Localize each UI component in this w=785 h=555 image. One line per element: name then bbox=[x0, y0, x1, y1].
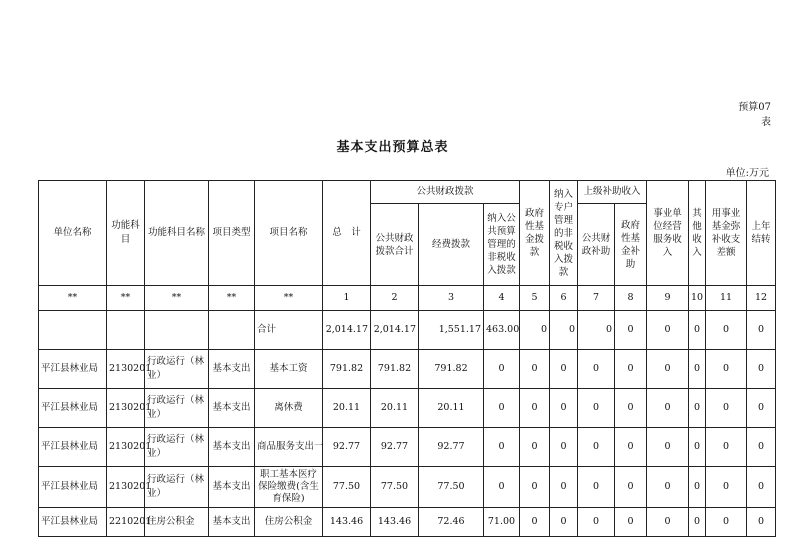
index-cell: 6 bbox=[550, 286, 578, 311]
total-value: 0 bbox=[706, 311, 747, 350]
index-cell: 5 bbox=[520, 286, 550, 311]
col-project-name: 项目名称 bbox=[255, 181, 323, 286]
col-unit-name: 单位名称 bbox=[39, 181, 107, 286]
row-type: 基本支出 bbox=[209, 350, 255, 389]
form-reference bbox=[738, 100, 771, 130]
row-value: 0 bbox=[484, 428, 520, 467]
row-value: 0 bbox=[647, 428, 689, 467]
index-cell: 3 bbox=[419, 286, 484, 311]
row-code: 2210201 bbox=[107, 508, 145, 537]
row-value: 0 bbox=[520, 508, 550, 537]
total-row bbox=[39, 311, 776, 350]
index-cell: 8 bbox=[615, 286, 647, 311]
row-value: 0 bbox=[520, 467, 550, 508]
row-value: 0 bbox=[615, 467, 647, 508]
row-value: 0 bbox=[578, 467, 615, 508]
table-row bbox=[39, 428, 776, 467]
col-other-income: 其他收入 bbox=[689, 181, 706, 286]
row-name: 职工基本医疗保险缴费(含生育保险) bbox=[255, 467, 323, 508]
row-value: 0 bbox=[550, 428, 578, 467]
row-value: 791.82 bbox=[371, 350, 419, 389]
row-value: 71.00 bbox=[484, 508, 520, 537]
col-func-name: 功能科目名称 bbox=[145, 181, 209, 286]
table-row bbox=[39, 467, 776, 508]
row-code: 2130201 bbox=[107, 467, 145, 508]
col-fund-makeup: 用事业基金弥补收支差额 bbox=[706, 181, 747, 286]
index-cell: 1 bbox=[323, 286, 371, 311]
total-value: 2,014.17 bbox=[371, 311, 419, 350]
col-project-type: 项目类型 bbox=[209, 181, 255, 286]
row-value: 0 bbox=[578, 389, 615, 428]
row-value: 0 bbox=[706, 428, 747, 467]
index-cell: ** bbox=[255, 286, 323, 311]
row-unit: 平江县林业局 bbox=[39, 508, 107, 537]
row-value: 0 bbox=[550, 508, 578, 537]
row-value: 791.82 bbox=[323, 350, 371, 389]
index-row bbox=[39, 286, 776, 311]
row-unit: 平江县林业局 bbox=[39, 389, 107, 428]
header-row-top bbox=[39, 181, 776, 204]
total-value: 0 bbox=[520, 311, 550, 350]
row-value: 0 bbox=[578, 428, 615, 467]
row-func: 行政运行（林业） bbox=[145, 389, 209, 428]
index-cell: 12 bbox=[747, 286, 776, 311]
row-value: 143.46 bbox=[371, 508, 419, 537]
table-row bbox=[39, 389, 776, 428]
index-cell: 2 bbox=[371, 286, 419, 311]
row-code: 2130201 bbox=[107, 350, 145, 389]
row-value: 0 bbox=[706, 467, 747, 508]
row-code: 2130201 bbox=[107, 389, 145, 428]
col-group-upper-subsidy: 上级补助收入 bbox=[578, 181, 647, 204]
row-value: 92.77 bbox=[419, 428, 484, 467]
row-value: 0 bbox=[689, 467, 706, 508]
total-value: 0 bbox=[689, 311, 706, 350]
index-cell: ** bbox=[145, 286, 209, 311]
form-reference-line1: 预算07 bbox=[738, 102, 771, 113]
total-value: 0 bbox=[550, 311, 578, 350]
page-title: 基本支出预算总表 bbox=[336, 140, 449, 155]
col-upper-pf: 公共财政补助 bbox=[578, 204, 615, 286]
budget-table bbox=[38, 180, 776, 537]
total-value: 2,014.17 bbox=[323, 311, 371, 350]
index-cell: 11 bbox=[706, 286, 747, 311]
col-special-nontax: 纳入专户管理的非税收入拨款 bbox=[550, 181, 578, 286]
row-value: 0 bbox=[747, 508, 776, 537]
row-name: 基本工资 bbox=[255, 350, 323, 389]
row-value: 143.46 bbox=[323, 508, 371, 537]
index-cell: 9 bbox=[647, 286, 689, 311]
row-value: 0 bbox=[615, 428, 647, 467]
row-value: 92.77 bbox=[371, 428, 419, 467]
row-name: 住房公积金 bbox=[255, 508, 323, 537]
row-func: 行政运行（林业） bbox=[145, 467, 209, 508]
row-value: 0 bbox=[520, 350, 550, 389]
total-value: 1,551.17 bbox=[419, 311, 484, 350]
col-total: 总 计 bbox=[323, 181, 371, 286]
row-value: 72.46 bbox=[419, 508, 484, 537]
row-value: 20.11 bbox=[323, 389, 371, 428]
row-value: 0 bbox=[689, 508, 706, 537]
row-value: 0 bbox=[647, 350, 689, 389]
row-value: 0 bbox=[520, 428, 550, 467]
row-value: 92.77 bbox=[323, 428, 371, 467]
row-name: 离休费 bbox=[255, 389, 323, 428]
col-upper-gov-fund: 政府性基金补助 bbox=[615, 204, 647, 286]
row-value: 0 bbox=[706, 508, 747, 537]
row-value: 20.11 bbox=[419, 389, 484, 428]
row-value: 0 bbox=[578, 508, 615, 537]
row-type: 基本支出 bbox=[209, 467, 255, 508]
total-value: 463.00 bbox=[484, 311, 520, 350]
form-reference-line2: 表 bbox=[761, 117, 771, 128]
row-value: 0 bbox=[520, 389, 550, 428]
total-value: 0 bbox=[578, 311, 615, 350]
row-value: 0 bbox=[647, 508, 689, 537]
row-value: 0 bbox=[615, 508, 647, 537]
index-cell: 4 bbox=[484, 286, 520, 311]
row-value: 77.50 bbox=[371, 467, 419, 508]
row-value: 0 bbox=[747, 428, 776, 467]
row-unit: 平江县林业局 bbox=[39, 350, 107, 389]
row-func: 行政运行（林业） bbox=[145, 350, 209, 389]
row-value: 0 bbox=[647, 389, 689, 428]
row-unit: 平江县林业局 bbox=[39, 467, 107, 508]
row-value: 0 bbox=[615, 389, 647, 428]
row-value: 77.50 bbox=[419, 467, 484, 508]
row-type: 基本支出 bbox=[209, 428, 255, 467]
row-value: 0 bbox=[747, 389, 776, 428]
row-name: 商品服务支出一 bbox=[255, 428, 323, 467]
row-value: 0 bbox=[550, 350, 578, 389]
col-pf-expense: 经费拨款 bbox=[419, 204, 484, 286]
row-value: 0 bbox=[747, 350, 776, 389]
col-pf-total: 公共财政拨款合计 bbox=[371, 204, 419, 286]
row-unit: 平江县林业局 bbox=[39, 428, 107, 467]
row-value: 0 bbox=[706, 350, 747, 389]
row-type: 基本支出 bbox=[209, 389, 255, 428]
row-value: 77.50 bbox=[323, 467, 371, 508]
row-value: 0 bbox=[615, 350, 647, 389]
index-cell: ** bbox=[209, 286, 255, 311]
row-func: 住房公积金 bbox=[145, 508, 209, 537]
row-code: 2130201 bbox=[107, 428, 145, 467]
row-value: 0 bbox=[550, 467, 578, 508]
row-value: 0 bbox=[484, 350, 520, 389]
row-value: 0 bbox=[484, 467, 520, 508]
row-value: 0 bbox=[706, 389, 747, 428]
index-cell: 10 bbox=[689, 286, 706, 311]
index-cell: 7 bbox=[578, 286, 615, 311]
row-value: 0 bbox=[747, 467, 776, 508]
row-value: 0 bbox=[550, 389, 578, 428]
row-value: 0 bbox=[689, 350, 706, 389]
index-cell: ** bbox=[39, 286, 107, 311]
row-value: 20.11 bbox=[371, 389, 419, 428]
col-func-code: 功能科目 bbox=[107, 181, 145, 286]
total-value: 0 bbox=[747, 311, 776, 350]
row-value: 0 bbox=[578, 350, 615, 389]
row-value: 791.82 bbox=[419, 350, 484, 389]
unit-label: 单位:万元 bbox=[725, 168, 769, 179]
index-cell: ** bbox=[107, 286, 145, 311]
row-type: 基本支出 bbox=[209, 508, 255, 537]
total-value: 0 bbox=[647, 311, 689, 350]
table-row bbox=[39, 350, 776, 389]
col-gov-fund: 政府性基金拨款 bbox=[520, 181, 550, 286]
row-value: 0 bbox=[647, 467, 689, 508]
row-value: 0 bbox=[689, 428, 706, 467]
total-value: 0 bbox=[615, 311, 647, 350]
col-pf-nontax: 纳入公共预算管理的非税收入拨款 bbox=[484, 204, 520, 286]
col-group-public-fiscal: 公共财政拨款 bbox=[371, 181, 520, 204]
table-row bbox=[39, 508, 776, 537]
total-label: 合计 bbox=[255, 311, 323, 350]
row-func: 行政运行（林业） bbox=[145, 428, 209, 467]
row-value: 0 bbox=[689, 389, 706, 428]
col-business-income: 事业单位经营服务收入 bbox=[647, 181, 689, 286]
col-carryover: 上年结转 bbox=[747, 181, 776, 286]
row-value: 0 bbox=[484, 389, 520, 428]
